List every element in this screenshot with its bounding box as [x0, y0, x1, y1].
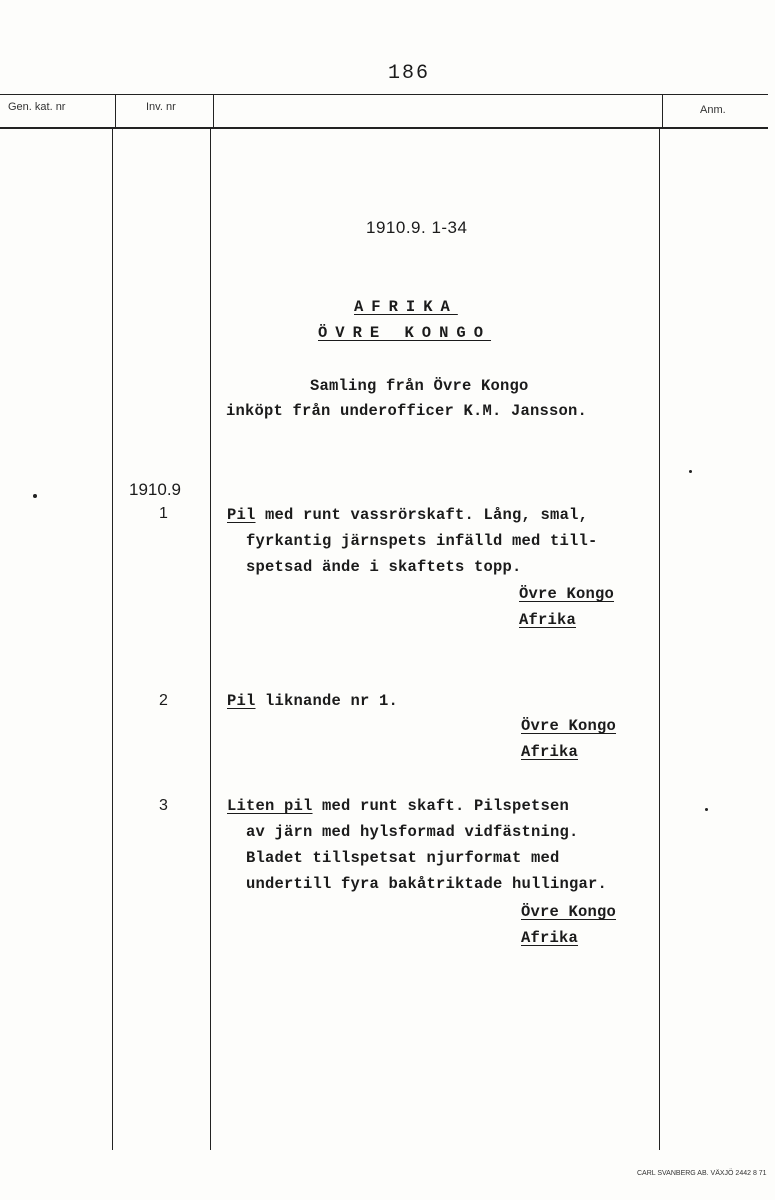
- entry-2-place: Övre Kongo: [521, 717, 617, 735]
- entry-2-title: Pil: [227, 692, 256, 710]
- column-divider-1-body: [112, 128, 113, 1150]
- entry-1-title: Pil: [227, 506, 256, 524]
- entry-3-number: 3: [159, 797, 168, 814]
- anm-dot: [689, 470, 692, 473]
- printer-imprint: CARL SVANBERG AB. VÄXJÖ 2442 8 71: [637, 1170, 767, 1177]
- entry-1-first-line-rest: med runt vassrörskaft. Lång, smal,: [255, 506, 589, 524]
- entry-1-number: 1: [159, 505, 168, 522]
- entry-1-line-2: fyrkantig järnspets infälld med till-: [246, 532, 598, 550]
- entry-3-title: Liten pil: [227, 797, 313, 815]
- margin-dot: [33, 494, 37, 498]
- entry-2-first-line-rest: liknande nr 1.: [255, 692, 399, 710]
- entry-3-line-2: av järn med hylsformad vidfästning.: [246, 823, 579, 841]
- header-gen-kat-nr: Gen. kat. nr: [8, 101, 66, 113]
- entry-2-first-line: [227, 688, 398, 714]
- entry-3-continent: Afrika: [521, 929, 579, 947]
- entry-1-place: Övre Kongo: [519, 585, 615, 603]
- subregion-heading: ÖVRE KONGO: [318, 324, 492, 342]
- region-heading: AFRIKA: [354, 298, 458, 316]
- entry-3-first-line: [227, 793, 569, 819]
- column-divider-2-body: [210, 128, 211, 1150]
- entry-2-number: 2: [159, 692, 168, 709]
- page-number: 186: [388, 62, 431, 85]
- entry-2-continent: Afrika: [521, 743, 579, 761]
- entry-1-year: 1910.9: [129, 480, 181, 499]
- column-divider-1: [115, 95, 116, 128]
- column-divider-2: [213, 95, 214, 128]
- entry-1-first-line: [227, 502, 588, 528]
- entry-1-line-3: spetsad ände i skaftets topp.: [246, 558, 522, 576]
- entry-3-place: Övre Kongo: [521, 903, 617, 921]
- collection-line-1: Samling från Övre Kongo: [310, 377, 529, 395]
- column-divider-3: [662, 95, 663, 128]
- column-divider-3-body: [659, 128, 660, 1150]
- entry-1-continent: Afrika: [519, 611, 577, 629]
- header-inv-nr: Inv. nr: [146, 101, 176, 113]
- anm-dot-2: [705, 808, 708, 811]
- collection-line-2: inköpt från underofficer K.M. Jansson.: [226, 402, 588, 420]
- range-title: 1910.9. 1-34: [366, 218, 468, 237]
- entry-3-line-3: Bladet tillspetsat njurformat med: [246, 849, 560, 867]
- entry-3-line-4: undertill fyra bakåtriktade hullingar.: [246, 875, 608, 893]
- header-anm: Anm.: [700, 104, 726, 116]
- entry-3-first-line-rest: med runt skaft. Pilspetsen: [312, 797, 570, 815]
